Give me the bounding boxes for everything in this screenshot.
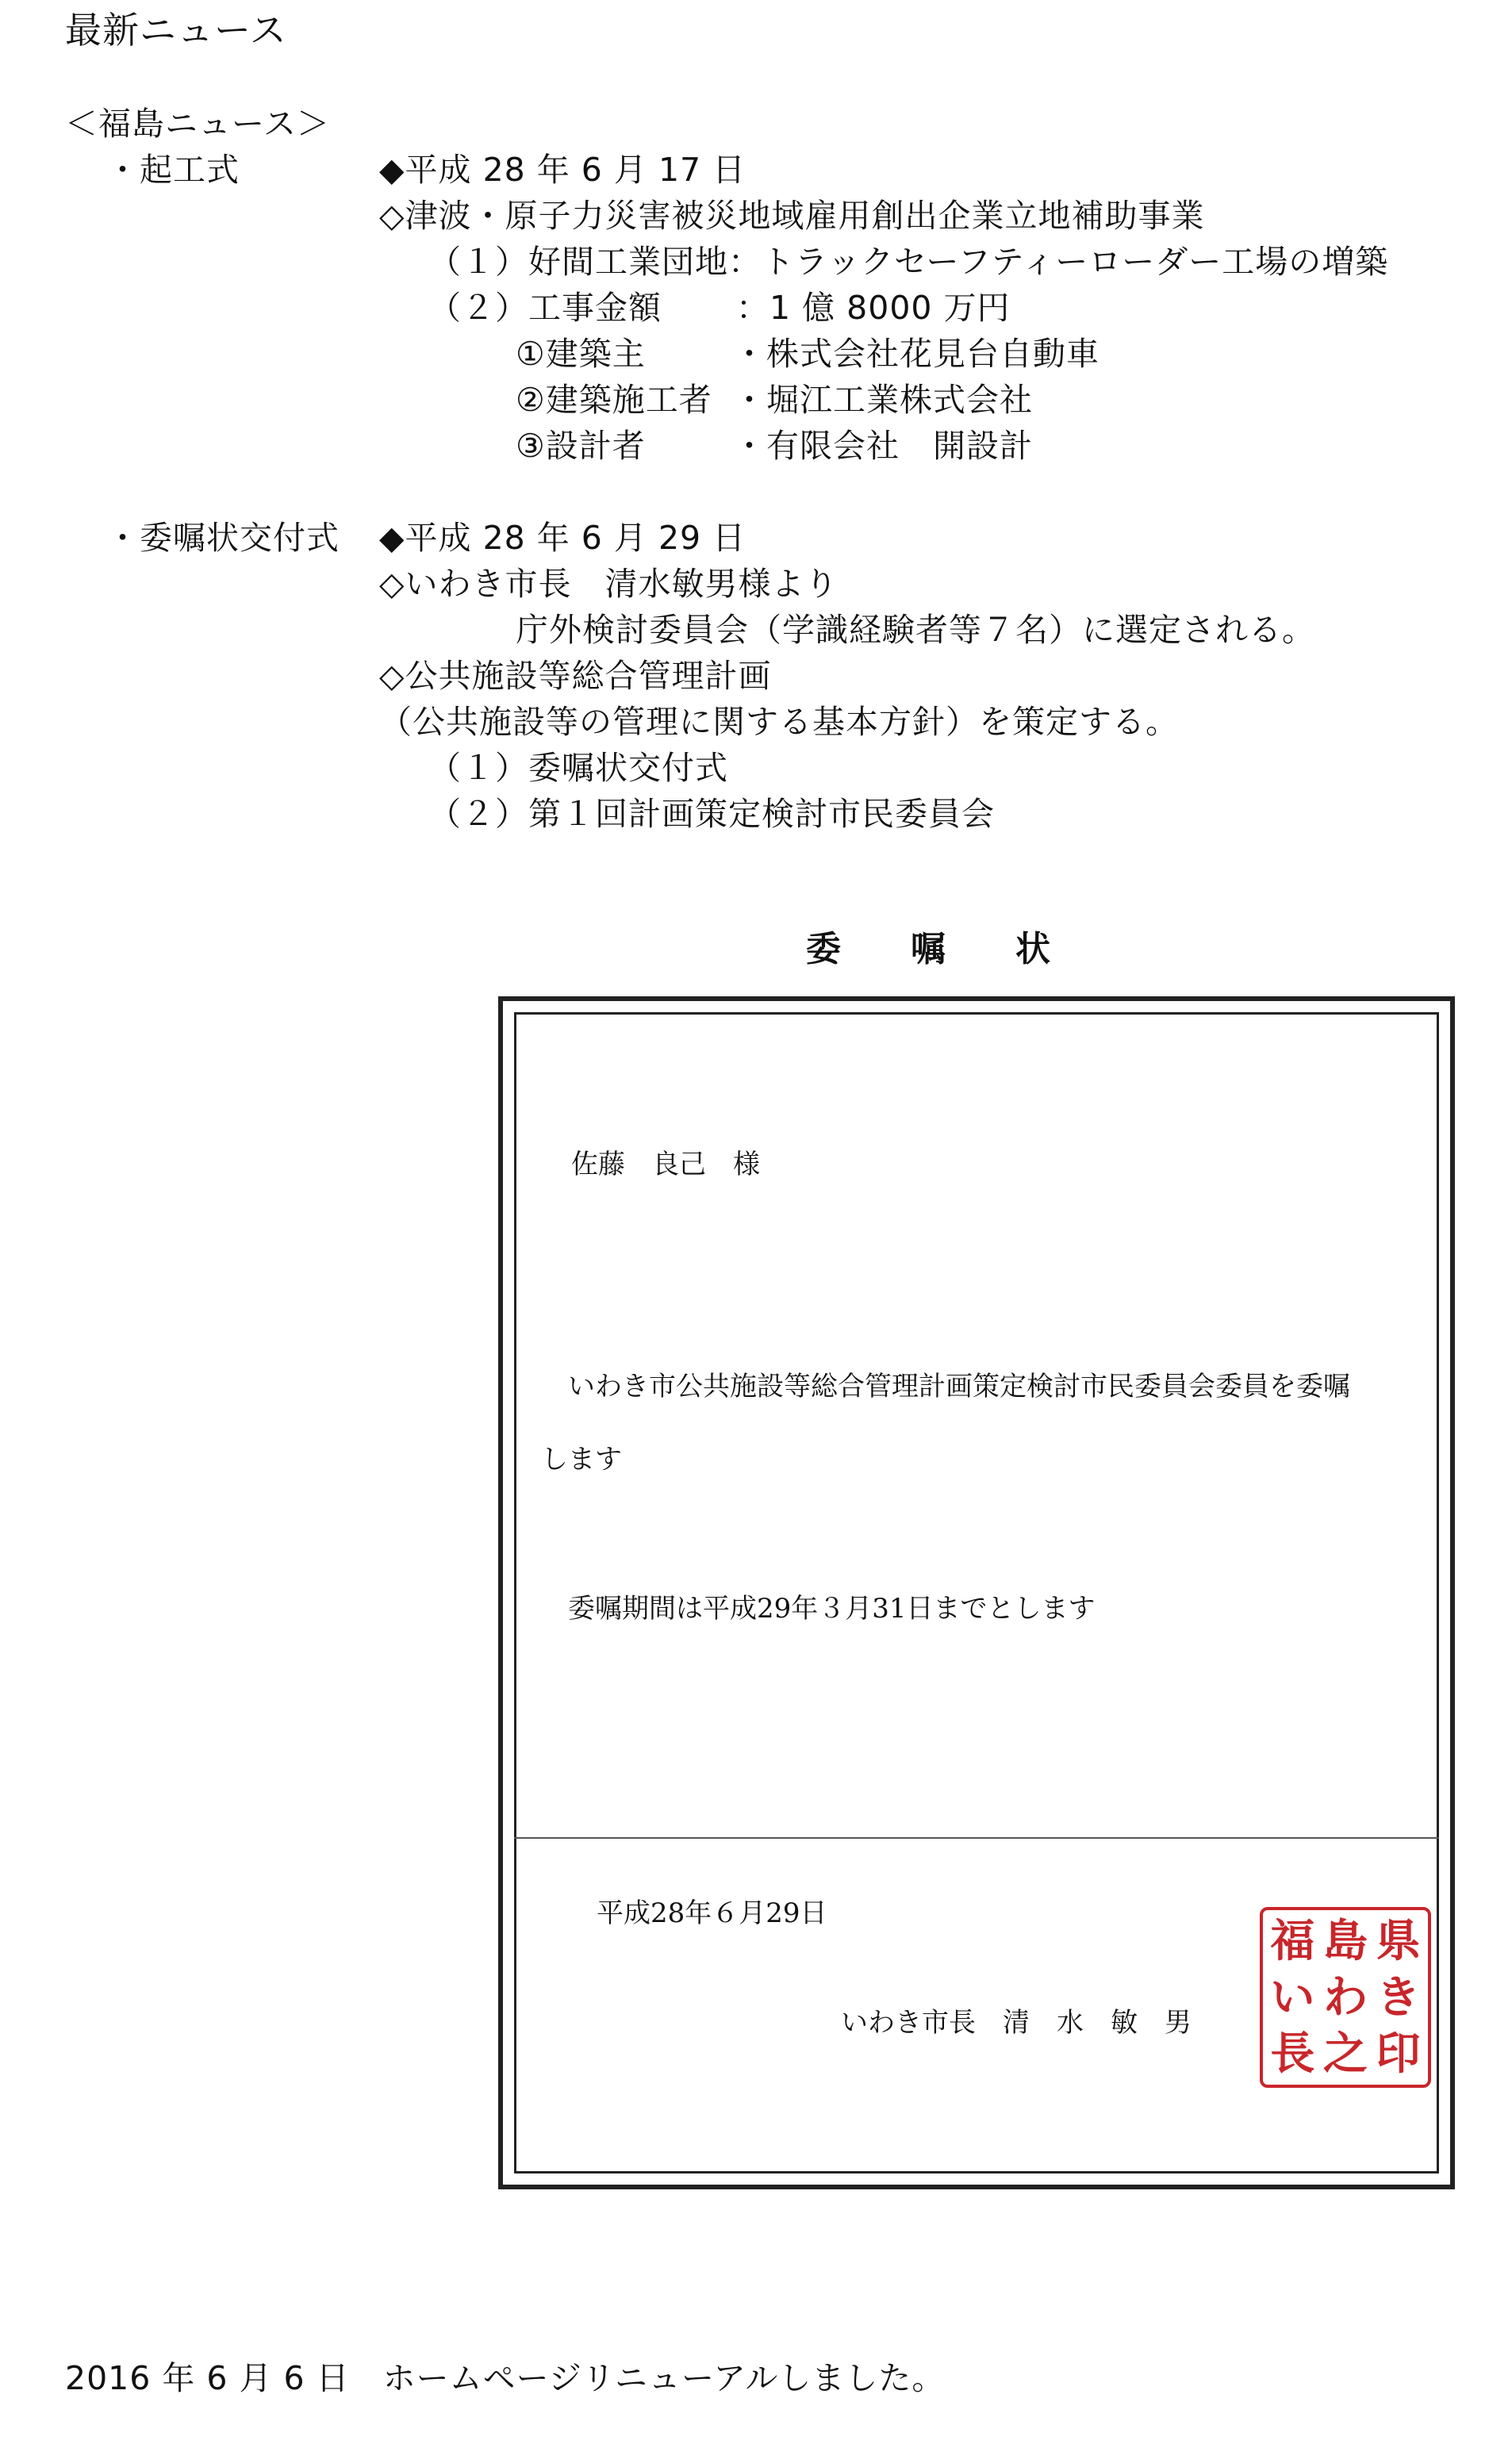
page-title: 最新ニュース <box>65 9 287 52</box>
news-item-line: （公共施設等の管理に関する基本方針）を策定する。 <box>379 703 1179 741</box>
role-label: ③設計者 <box>516 427 646 465</box>
official-seal-icon: 福 島 県 い わ き 長 之 印 <box>1260 1907 1431 2088</box>
certificate-date: 平成28年６月29日 <box>597 1897 827 1929</box>
news-item-line: 庁外検討委員会（学識経験者等７名）に選定される。 <box>516 611 1315 649</box>
certificate-body: いわき市公共施設等総合管理計画策定検討市民委員会委員を委嘱 <box>568 1371 1350 1402</box>
role-name: ・堀江工業株式会社 <box>733 381 1033 419</box>
role-name: ・株式会社花見台自動車 <box>733 335 1099 373</box>
role-name: ・有限会社 開設計 <box>733 427 1033 465</box>
news-item-date: ◆平成 28 年 6 月 17 日 <box>379 151 746 189</box>
news-item-label: ・起工式 <box>106 151 240 189</box>
news-item-project: ◇津波・原子力災害被災地域雇用創出企業立地補助事業 <box>379 197 1205 235</box>
certificate-title: 委 嘱 状 <box>806 929 1050 969</box>
news-item-label: ・委嘱状交付式 <box>106 519 340 557</box>
news-item-line: ◇いわき市長 清水敏男様より <box>379 565 839 603</box>
certificate-term: 委嘱期間は平成29年３月31日までとします <box>568 1593 1096 1625</box>
role-label: ①建築主 <box>516 335 646 373</box>
certificate-recipient: 佐藤 良己 様 <box>571 1149 760 1180</box>
footer-announcement: 2016 年 6 月 6 日 ホームページリニューアルしました。 <box>65 2359 946 2397</box>
news-item-value: ：1 億 8000 万円 <box>736 289 1011 327</box>
role-label: ②建築施工者 <box>516 381 712 419</box>
news-item-line: （１）委嘱状交付式 <box>428 749 728 787</box>
certificate-divider <box>514 1837 1439 1839</box>
news-item-line: （２）第１回計画策定検討市民委員会 <box>428 795 995 833</box>
news-item-line: （２）工事金額 <box>428 289 662 327</box>
section-heading: ＜福島ニュース＞ <box>65 105 330 143</box>
news-item-line: （１）好間工業団地：トラックセーフティーローダー工場の増築 <box>428 243 1389 281</box>
certificate-body: します <box>541 1444 622 1475</box>
news-item-date: ◆平成 28 年 6 月 29 日 <box>379 519 746 557</box>
news-item-line: ◇公共施設等総合管理計画 <box>379 657 772 695</box>
certificate-signer: いわき市長 清 水 敏 男 <box>841 2007 1192 2039</box>
